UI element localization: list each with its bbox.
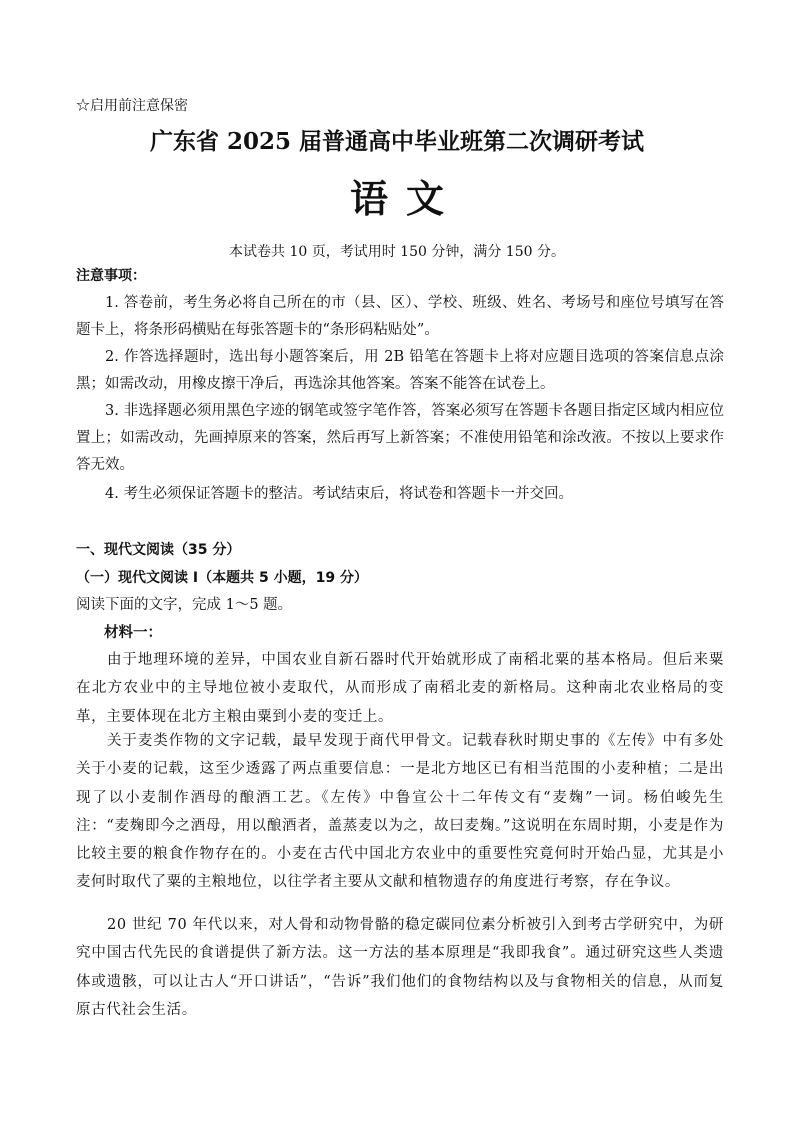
notice-item-1: 1. 答卷前，考生务必将自己所在的市（县、区）、学校、班级、姓名、考场号和座位号填写在答题卡上，将条形码横贴在每张答题卡的“条形码粘贴处”。 <box>76 295 724 338</box>
exam-info: 本试卷共 10 页，考试用时 150 分钟，满分 150 分。 <box>229 244 565 260</box>
notice-item-2: 2. 作答选择题时，选出每小题答案后，用 2B 铅笔在答题卡上将对应题目选项的答案信息点涂黑；如需改动，用橡皮擦干净后，再选涂其他答案。答案不能答在试卷上。 <box>76 349 724 392</box>
subsection-heading: （一）现代文阅读 I（本题共 5 小题，19 分） <box>76 570 368 586</box>
notice-item-4: 4. 考生必须保证答题卡的整洁。考试结束后，将试卷和答题卡一并交回。 <box>105 486 573 502</box>
notice-item-3: 3. 非选择题必须用黑色字迹的钢笔或签字笔作答，答案必须写在答题卡各题目指定区域内相应位置上；如需改动，先画掉原来的答案，然后再写上新答案；不准使用铅笔和涂改液。不按以上要求作答无效。 <box>76 403 724 473</box>
exam-title: 广东省 2025 届普通高中毕业班第二次调研考试 <box>149 128 645 155</box>
material-paragraph-2: 关于麦类作物的文字记载，最早发现于商代甲骨文。记载春秋时期史事的《左传》中有多处关于小麦的记载，这至少透露了两点重要信息：一是北方地区已有相当范围的小麦种植；二是出现了以小麦制作酒母的酿酒工艺。《左传》中鲁宣公十二年传文有“麦麹”一词。杨伯峻先生注：“麦麹即今之酒母，用以酿酒者，盖蒸麦以为之，故曰麦麹。”这说明在东周时期，小麦是作为比较主要的粮食作物存在的。小麦在古代中国北方农业中的重要性究竟何时开始凸显，尤其是小麦何时取代了粟的主粮地位，以往学者主要从文献和植物遗存的角度进行考察，存在争议。 <box>76 733 724 891</box>
material-paragraph-1: 由于地理环境的差异，中国农业自新石器时代开始就形成了南稻北粟的基本格局。但后来粟在北方农业中的主导地位被小麦取代，从而形成了南稻北麦的新格局。这种南北农业格局的变革，主要体现在北方主粮由粟到小麦的变迁上。 <box>76 652 724 725</box>
reading-instruction: 阅读下面的文字，完成 1～5 题。 <box>76 597 293 613</box>
confidential-label: ☆启用前注意保密 <box>76 98 188 114</box>
material-paragraph-3: 20 世纪 70 年代以来，对人骨和动物骨骼的稳定碳同位素分析被引入到考古学研究中，为研究中国古代先民的食谱提供了新方法。这一方法的基本原理是“我即我食”。通过研究这些人类遗体或遗骸，可以让古人“开口讲话”，“告诉”我们他们的食物结构以及与食物相关的信息，从而复原古代社会生活。 <box>76 917 724 1018</box>
subject-title: 语文 <box>349 177 462 221</box>
notice-heading: 注意事项： <box>76 268 146 284</box>
section-heading: 一、现代文阅读（35 分） <box>76 542 241 558</box>
material-label: 材料一： <box>104 625 162 641</box>
